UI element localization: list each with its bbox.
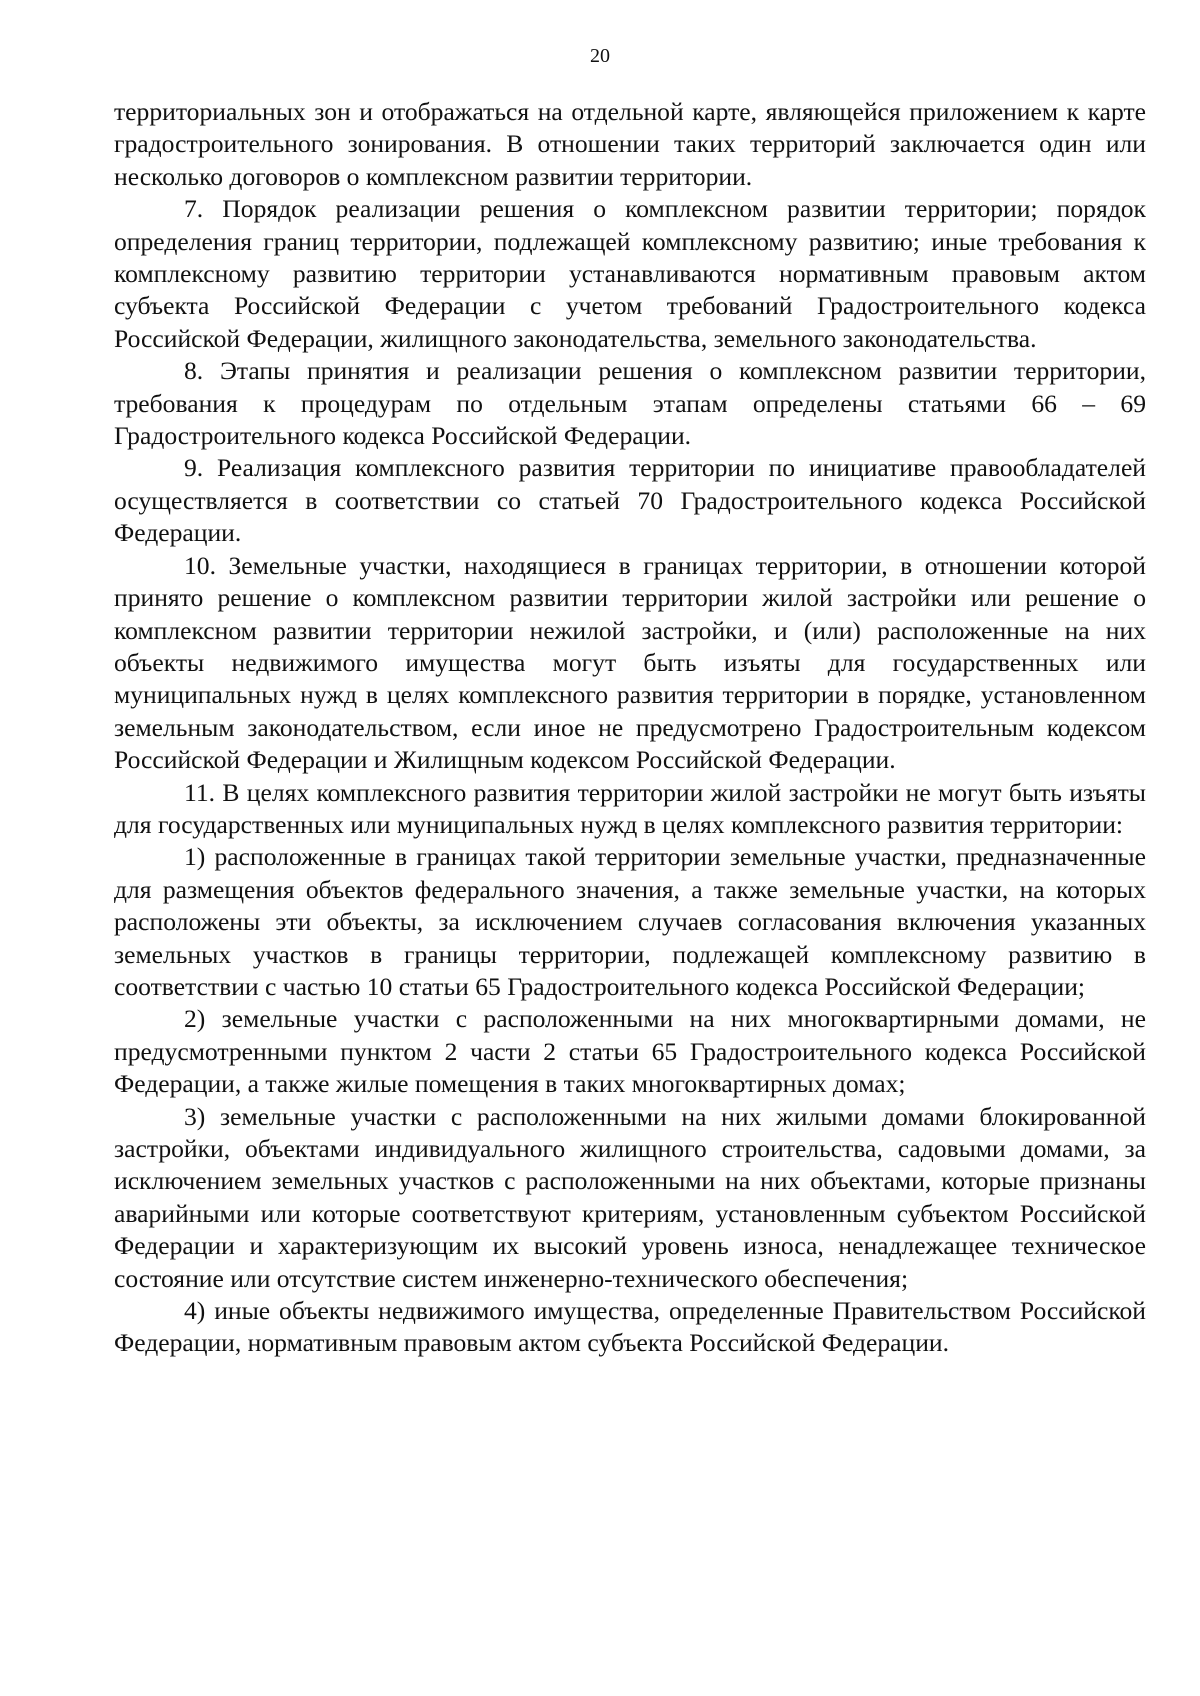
- subitem-2: 2) земельные участки с расположенными на них многоквартирными домами, не предусмотренными пунктом 2 части 2 статьи 65 Градостроительного кодекса Российской Федерации, а также жилые помещения в таких многоквартирных домах;: [114, 1004, 1146, 1099]
- paragraph-item-8: 8. Этапы принятия и реализации решения о комплексном развитии территории, требования к процедурам по отдельным этапам определены статьями 66 – 69 Градостроительного кодекса Российской Федерации.: [114, 356, 1146, 451]
- paragraph-item-7: 7. Порядок реализации решения о комплексном развитии территории; порядок определения границ территории, подлежащей комплексному развитию; иные требования к комплексному развитию территории устанавливаются нормативным правовым актом субъекта Российской Федерации с учетом требований Градостроительного кодекса Российской Федерации, жилищного законодательства, земельного законодательства.: [114, 194, 1146, 353]
- paragraph-item-10: 10. Земельные участки, находящиеся в границах территории, в отношении которой принято решение о комплексном развитии территории жилой застройки или решение о комплексном развитии территории нежилой застройки, и (или) расположенные на них объекты недвижимого имущества могут быть изъяты для государственных или муниципальных нужд в целях комплексного развития территории в порядке, установленном земельным законодательством, если иное не предусмотрено Градостроительным кодексом Российской Федерации и Жилищным кодексом Российской Федерации.: [114, 550, 1146, 775]
- page-number: 20: [590, 45, 610, 67]
- paragraph-item-9: 9. Реализация комплексного развития территории по инициативе правообладателей осуществляется в соответствии со статьей 70 Градостроительного кодекса Российской Федерации.: [114, 453, 1146, 548]
- subitem-1: 1) расположенные в границах такой территории земельные участки, предназначенные для размещения объектов федерального значения, а также земельные участки, на которых расположены эти объекты, за исключением случаев согласования включения указанных земельных участков в границы территории, подлежащей комплексному развитию в соответствии с частью 10 статьи 65 Градостроительного кодекса Российской Федерации;: [114, 842, 1146, 1001]
- subitem-3: 3) земельные участки с расположенными на них жилыми домами блокированной застройки, объектами индивидуального жилищного строительства, садовыми домами, за исключением земельных участков с расположенными на них объектами, которые признаны аварийными или которые соответствуют критериям, установленным субъектом Российской Федерации и характеризующим их высокий уровень износа, ненадлежащее техническое состояние или отсутствие систем инженерно-технического обеспечения;: [114, 1101, 1146, 1293]
- document-body: [114, 96, 1146, 1360]
- paragraph-continuation: территориальных зон и отображаться на отдельной карте, являющейся приложением к карте градостроительного зонирования. В отношении таких территорий заключается один или несколько договоров о комплексном развитии территории.: [114, 97, 1146, 191]
- paragraph-item-11: 11. В целях комплексного развития территории жилой застройки не могут быть изъяты для государственных или муниципальных нужд в целях комплексного развития территории:: [114, 777, 1146, 839]
- subitem-4: 4) иные объекты недвижимого имущества, определенные Правительством Российской Федерации, нормативным правовым актом субъекта Российской Федерации.: [114, 1296, 1146, 1358]
